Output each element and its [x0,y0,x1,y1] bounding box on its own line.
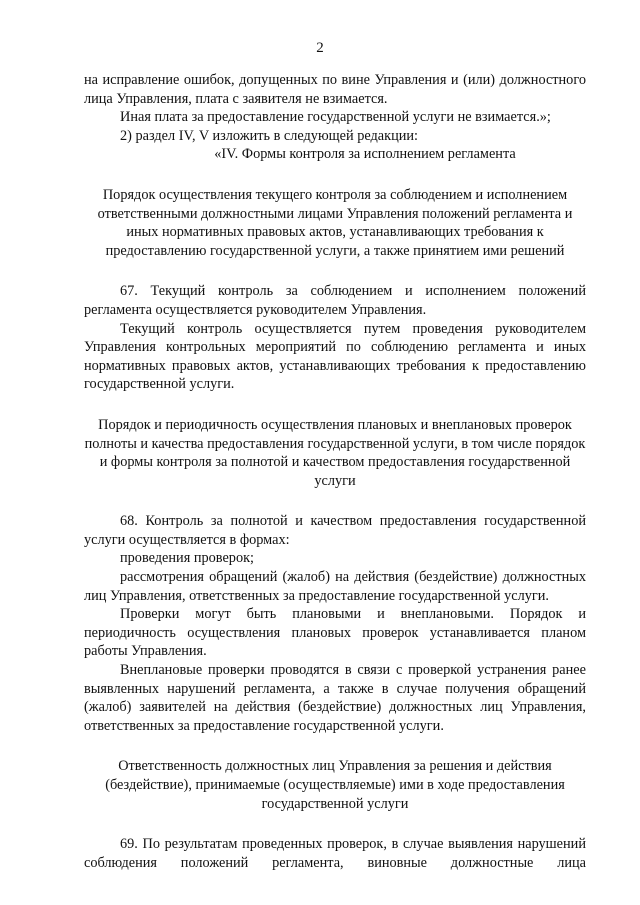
subheading-inspections: Порядок и периодичность осуществления плановых и внеплановых проверок полноты и качества предоставления государственной услуги, в том числе порядок и формы контроля за полнотой и качеством предоставления государственной услуги [84,416,586,489]
paragraph-amendment: 2) раздел IV, V изложить в следующей редакции: [120,127,419,144]
page-number: 2 [316,40,324,56]
paragraph-fee-continuation: на исправление ошибок, допущенных по вине Управления и (или) должностного лица Управления, плата с заявителя не взимается. [84,72,586,107]
list-item-complaints: рассмотрения обращений (жалоб) на действия (бездействие) должностных лиц Управления, ответственных за предоставление государственной услуги. [84,569,586,604]
paragraph-unplanned-inspections: Внеплановые проверки проводятся в связи с проверкой устранения ранее выявленных нарушений регламента, а также в случае получения обращений (жалоб) заявителей на действия (бездействие) должностных лиц Управления, ответственных за предоставление государственной услуги. [84,662,586,734]
list-item-inspections: проведения проверок; [120,550,255,567]
subheading-responsibility: Ответственность должностных лиц Управления за решения и действия (бездействие), принимаемые (осуществляемые) ими в ходе предоставления государственной услуги [105,758,565,812]
paragraph-other-fee: Иная плата за предоставление государственной услуги не взимается.»; [120,109,551,126]
paragraph-68: 68. Контроль за полнотой и качеством предоставления государственной услуги осуществляется в формах: [84,513,586,548]
paragraph-planned-inspections: Проверки могут быть плановыми и внеплановыми. Порядок и периодичность осуществления плановых проверок устанавливается планом работы Управления. [84,606,586,660]
section-heading-iv: «IV. Формы контроля за исполнением регламента [214,146,516,163]
subheading-current-control: Порядок осуществления текущего контроля за соблюдением и исполнением ответственными должностными лицами Управления положений регламента и иных нормативных правовых актов, устанавливающих требования к предоставлению государственной услуги, а также принятием ими решений [97,186,573,259]
paragraph-67: 67. Текущий контроль за соблюдением и исполнением положений регламента осуществляется руководителем Управления. [84,283,586,318]
paragraph-current-control: Текущий контроль осуществляется путем проведения руководителем Управления контрольных мероприятий по соблюдению регламента и иных нормативных правовых актов, устанавливающих требования к предоставлению государственной услуги. [84,320,586,393]
document-body [84,71,586,872]
paragraph-69: 69. По результатам проведенных проверок, в случае выявления нарушений соблюдения положений регламента, виновные должностные лица [84,836,586,871]
